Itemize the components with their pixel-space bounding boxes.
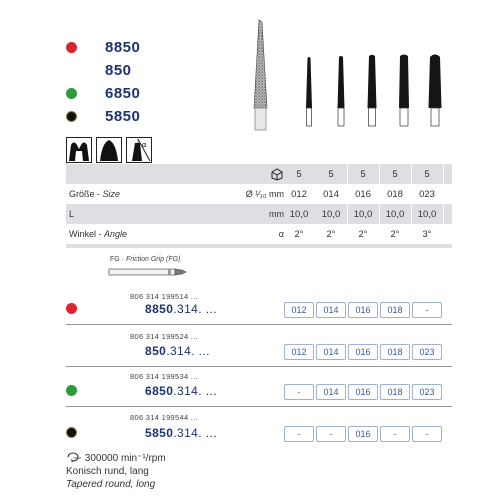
size-row — [66, 184, 452, 204]
length-row — [66, 204, 452, 224]
shape-description-de: Konisch rund, lang — [66, 466, 149, 477]
availability-cell[interactable]: - — [316, 426, 346, 442]
angle-cell: 2° — [326, 229, 336, 240]
packaging-cell: 5 — [424, 169, 430, 180]
availability-cell[interactable]: 018 — [380, 384, 410, 400]
bur-016-icon — [368, 55, 377, 126]
packaging-row — [66, 164, 452, 184]
length-cell: 10,0 — [321, 209, 341, 220]
length-unit: mm — [269, 209, 284, 219]
availability-cell[interactable]: 016 — [348, 426, 378, 442]
order-code: 8850.314. ... — [145, 302, 217, 316]
order-number-prefix: 806 314 199534 ... — [130, 372, 198, 381]
shape-description-en: Tapered round, long — [66, 479, 156, 490]
availability-cell[interactable]: - — [412, 302, 442, 318]
angle-cell: 3° — [422, 229, 432, 240]
green-dot-icon — [66, 385, 77, 396]
availability-cell[interactable]: 023 — [412, 344, 442, 360]
availability-cell[interactable]: - — [380, 426, 410, 442]
row-divider — [66, 324, 452, 325]
angle-cell: 2° — [358, 229, 368, 240]
code-row-850 — [66, 59, 132, 81]
size-unit: Ø ¹⁄₁₀ mm — [245, 189, 284, 199]
green-dot-icon — [66, 88, 77, 99]
order-code: 6850.314. ... — [145, 384, 217, 398]
speed-value: 300000 — [84, 453, 119, 464]
shank-label: FG · Friction Grip (FG) — [110, 256, 181, 263]
length-label: L — [69, 209, 75, 219]
tapered-angle-icon — [126, 137, 152, 163]
length-cell: 10,0 — [417, 209, 437, 220]
row-divider — [66, 406, 452, 407]
length-cell: 10,0 — [289, 209, 309, 220]
packaging-cell: 5 — [360, 169, 366, 180]
svg-text:max: max — [73, 456, 82, 460]
rotation-speed-icon — [66, 452, 80, 462]
packaging-cell: 5 — [296, 169, 302, 180]
table-bottom-band — [66, 244, 452, 248]
product-code: 8850 — [105, 38, 141, 56]
bur-014-icon — [338, 56, 345, 126]
code-row-6850 — [66, 82, 140, 104]
order-code: 5850.314. ... — [145, 426, 217, 440]
length-cell: 10,0 — [385, 209, 405, 220]
availability-cell[interactable]: - — [284, 384, 314, 400]
fg-shank-icon — [108, 266, 190, 278]
packaging-cell: 5 — [328, 169, 334, 180]
availability-cell[interactable]: 014 — [316, 384, 346, 400]
availability-cell[interactable]: 012 — [284, 344, 314, 360]
red-dot-icon — [66, 303, 77, 314]
bur-shape-icon — [96, 137, 122, 163]
product-code: 6850 — [105, 84, 141, 102]
order-number-prefix: 806 314 199514 ... — [130, 292, 198, 301]
angle-cell: 2° — [390, 229, 400, 240]
bur-size-silhouettes — [295, 52, 455, 130]
angle-label: Winkel - Angle — [69, 229, 128, 239]
availability-cell[interactable]: 014 — [316, 344, 346, 360]
column-divider — [379, 164, 380, 244]
angle-unit: α — [278, 229, 284, 239]
no-dot-icon — [66, 65, 77, 76]
red-dot-icon — [66, 42, 77, 53]
availability-cell[interactable]: 012 — [284, 302, 314, 318]
packaging-cell: 5 — [392, 169, 398, 180]
availability-cell[interactable]: 014 — [316, 302, 346, 318]
column-divider — [347, 164, 348, 244]
order-number-prefix: 806 314 199524 ... — [130, 332, 198, 341]
angle-cell: 2° — [294, 229, 304, 240]
size-label: Größe - Size — [69, 189, 121, 199]
product-code: 5850 — [105, 107, 141, 125]
package-icon — [270, 167, 284, 181]
availability-cell[interactable]: 016 — [348, 302, 378, 318]
speed-unit: min⁻¹/rpm — [120, 453, 166, 464]
crown-prep-icon — [66, 137, 92, 163]
availability-cell[interactable]: 016 — [348, 344, 378, 360]
code-row-8850 — [66, 36, 140, 58]
size-cell: 018 — [387, 189, 403, 200]
availability-cell[interactable]: 018 — [380, 302, 410, 318]
speed-info — [66, 452, 166, 464]
code-row-5850 — [66, 105, 140, 127]
svg-text:α: α — [142, 141, 147, 149]
product-code: 850 — [105, 61, 132, 79]
column-divider — [443, 164, 444, 244]
availability-cell[interactable]: 023 — [412, 384, 442, 400]
length-cell: 10,0 — [353, 209, 373, 220]
bur-023-icon — [429, 55, 442, 127]
size-cell: 014 — [323, 189, 339, 200]
black-dot-icon — [66, 111, 77, 122]
size-cell: 023 — [419, 189, 435, 200]
black-dot-icon — [66, 427, 77, 438]
size-cell: 016 — [355, 189, 371, 200]
size-cell: 012 — [291, 189, 307, 200]
order-code: 850.314. ... — [145, 344, 210, 358]
availability-cell[interactable]: 016 — [348, 384, 378, 400]
bur-018-icon — [399, 55, 409, 127]
bur-012-icon — [306, 57, 312, 126]
availability-cell[interactable]: - — [412, 426, 442, 442]
availability-cell[interactable]: 018 — [380, 344, 410, 360]
availability-cell[interactable]: - — [284, 426, 314, 442]
row-divider — [66, 366, 452, 367]
angle-row — [66, 224, 452, 244]
column-divider — [411, 164, 412, 244]
diamond-bur-illustration — [240, 20, 280, 132]
order-number-prefix: 806 314 199544 ... — [130, 413, 198, 422]
